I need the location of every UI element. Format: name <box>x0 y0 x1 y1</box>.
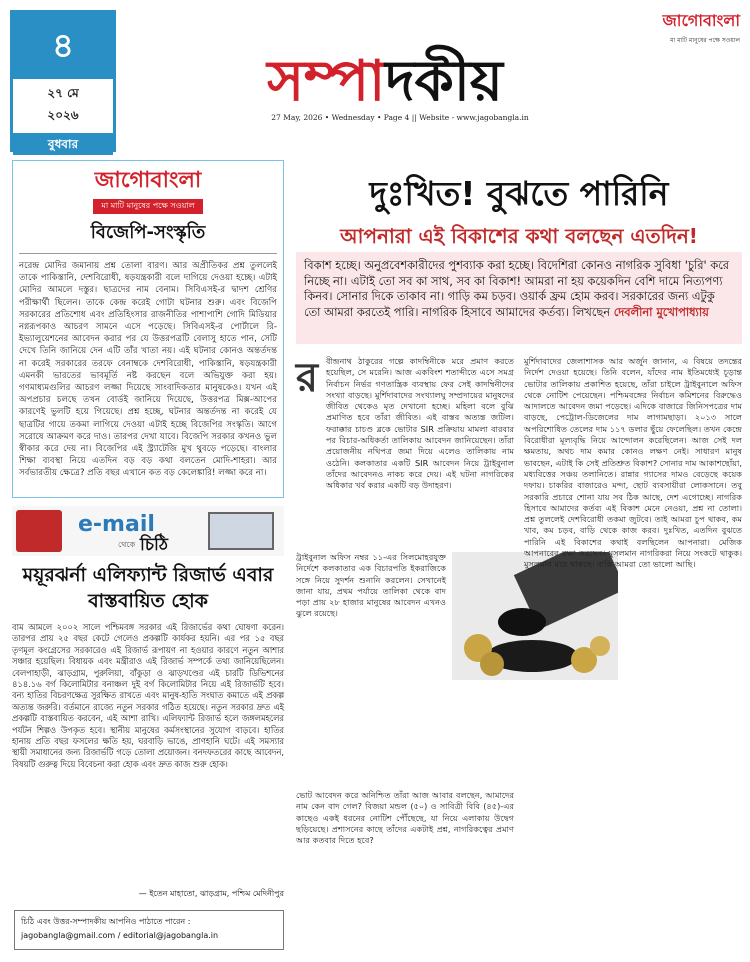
mailbox-icon <box>16 510 62 552</box>
main-subheadline: আপনারা এই বিকাশের কথা বলছেন এতদিন! <box>340 224 698 248</box>
author-name: দেবলীনা মুখোপাধ্যায় <box>613 304 709 319</box>
divider <box>19 253 277 254</box>
dateline: 27 May, 2026 • Wednesday • Page 4 || Website - www.jagobangla.in <box>271 113 529 122</box>
brand-logo-tagline: মা মাটি মানুষের পক্ষে সওয়াল <box>670 37 740 44</box>
editorial-body: নরেন্দ্র মোদির জমানায় প্রশ্ন তোলা বারণ। আর অপ্রীতিকর প্রশ্ন তুললেই তাকে পাকিস্তানি, দেশবিরোধী, ষড়যন্ত্রকারী বলে দাগিয়ে দেওয়া হচ্ছে। এটাই মোদির আমলে দস্তুর। ছাত্রদের নাম বেনাম। সিবিএসই-র দ্বাদশ শ্রেণির পরীক্ষার্থী ছিলেন। তাকে কেন্দ্র করেই গোটা ঘটনার শুরু। এবং বিজেপি সরকারের প্রতিশোধ এবং প্রতিহিংসার রাজনীতির পাশাপাশি গোদি মিডিয়ার নগ্নরূপকাও আচরণ সামনে এসে পড়েছে। সিবিএসই-র পোর্টালে রি-ইভ্যালুয়েশনের আবেদন করার পর যে উত্তরপত্রটি বেলাসু হাতে পান, সেটি দেখে তিনি জানিয়ে দেন এটি তাঁর খাতা নয়। এই ঘটনার কোনও অন্তর্তদন্ত না করেই সরকারের তরফে বেনাম্বকে দেশবিরোধী, পাকিস্তানি, ষড়যন্ত্রকারী এমনকী ভারতের ভাবমূর্তি নষ্ট করছেন বলে অভিযুক্ত করা হয়। গণমাধ্যমগুলির আচরণ লজ্জা দিয়েছে সাংবাদিকতার মানুষকেও। যখন এই অপপ্রচার চলছে তখন বোর্ডই জানিয়ে দিয়েছে, উত্তরপত্র মিক্স-আপের কারণেই ভুলটি হয়ে গিয়েছে। প্রশ্ন হচ্ছে, ঘটনার অন্তর্তদন্ত না করেই যে ছাত্রটির গায়ে তকমা লাগিয়ে দেওয়া এটাই হচ্ছে বিজেপির সংস্কৃতি। আগে সরোষে আক্রমণ করে দাও। তারপর দেখা যাবে। বিজেপি সরকার কখনও ভুল স্বীকার করে দেয় না। বিজেপির এই স্ট্র্যাটেজি মুখ থুবড়ে পড়েছে। বাংলার শিক্ষা ব্যবস্থা নিয়ে এতদিন বড় বড় কথা বলতেন মোদি-শাহরা। আর সর্বভারতীয় ক্ষেত্রে? প্রতি বছর এখানে কত বড় কেলেঙ্কারি! লজ্জা করে না। <box>19 261 277 479</box>
date-year: ২০২৬ <box>47 108 79 122</box>
section-title <box>170 38 600 114</box>
article-intro <box>296 252 742 344</box>
brand-logo-name: জাগোবাংলা <box>662 11 740 30</box>
column-2-text: মুর্শিদাবাদের জেলাশাসক আর অর্জুন জানান, এ বিষয়ে তদন্তের নির্দেশ দেওয়া হয়েছে। তিনি বলেন, যাঁদের নাম ইতিমধ্যেই চূড়ান্ত ভোটার তালিকায় প্রকাশিত হয়েছে, তাঁরা চাইলে ট্রাইবুনালে অফিস থেকে নোটিশ পেয়েছেন। পশ্চিমবঙ্গের নির্বাচন কমিশনের বিরুদ্ধেও আদালতে আবেদন জমা পড়েছে। এদিকে বাজারে জিনিসপত্রের দাম বাড়ছে, পেট্রোল-ডিজেলের দাম লাগামছাড়া। ২০১৩ সালে অপরিশোধিত তেলের দাম ১১৭ ডলার ছুঁয়ে ফেলেছিল। তখন কেন্দ্রে বিরোধীরা মূল্যবৃদ্ধি নিয়ে আন্দোলন করেছিলেন। আজ সেই দল ক্ষমতায়, অথচ দাম কমার কোনও লক্ষণ নেই। সাধারণ মানুষ ভাবছেন, এটাই কি সেই প্রতিশ্রুত বিকাশ? সোনার দাম আকাশছোঁয়া, মধ্যবিত্তের সঞ্চয় তলানিতে। রান্নার গ্যাসের দামও বেড়েছে কয়েক দফায়। চাকরির বাজারেও মন্দা, ছোট ব্যবসায়ীরা লোকসানে। তবু সরকারি প্রচারে শোনা যায় সব ঠিক আছে, দেশ এগোচ্ছে। নাগরিক হিসাবে আমাদের কর্তব্য এই বিকাশ মেনে নেওয়া, প্রশ্ন না তোলা। প্রশ্ন তুললেই দেশবিরোধী তকমা জুটবে। তাই আমরা চুপ থাকব, কম খাব, কম চড়ব, বাড়ি থেকে কাজ করব। দুঃখিত, এতদিন বুঝতে পারিনি এই বিকাশের কথাই বলছিলেন আপনারা। মেজিক আপনারের রক্ষা করছেন। মুসলমান নাগরিকরা নিয়ে সংকটে থাকুক। মুসলমান মাত্র থাকছে। বাকি আমরা তো ভালো আছি। <box>524 356 742 570</box>
column-1-middle-text: ট্রাইবুনাল অফিস নম্বর ১১-এর সিলমোহরযুক্ত নির্দেশে কলকাতার এক বিচারপতি ইকরাজিকে সঙ্গে নিয়ে সুদর্শন শুনানি করলেন। সেখানেই জানা যায়, প্রথম পর্যায়ে তালিকা থেকে বাদ পড়া প্রায় ২৮ হাজার মানুষের আবেদন এখনও ঝুলে রয়েছে। <box>296 552 446 619</box>
section-title-red: সম্পা <box>267 48 386 114</box>
editorial-heading: বিজেপি-সংস্কৃতি <box>90 222 206 243</box>
editorial-logo-name: জাগোবাংলা <box>94 167 202 193</box>
email-letters-banner <box>12 506 284 556</box>
page-number: ৪ <box>13 13 113 79</box>
drop-cap: র <box>296 355 319 401</box>
article-column-1 <box>296 356 514 552</box>
letter-body: বাম আমলে ২০০২ সালে পশ্চিমবঙ্গ সরকার এই রিজার্ভের কথা ঘোষণা করেন। তারপর প্রায় ২৫ বছর কেটে গেলেও প্রকল্পটি কার্যকর হয়নি। এর পর ১৫ বছর তৃণমূল কংগ্রেসের সরকারেও এই রিজার্ভ রূপায়ণ না হওয়ার কারণে নতুন আশার সঞ্চার হয়েছিল। বিধায়ক এবং মন্ত্রীরাও এই রিজার্ভ সম্পর্কে তথ্য জানিয়েছিলেন। বেলপাহাড়ী, ঝাড়গ্রাম, পুরুলিয়া, বাঁকুড়া ও ঝাড়খণ্ডের এই চারটি ডিভিশনের ৪১৪.১৬ বর্গ কিলোমিটার বনাঞ্চল দুই বর্গ কিলোমিটার নিয়ে এই রিজার্ভটি হবে। বন্য হাতির বিচরণক্ষেত্র সুরক্ষিত রাখতে এবং মানুষ-হাতি সংঘাত কমাতে এই প্রকল্প অত্যন্ত জরুরি। বর্তমানে রাজ্যে নতুন সরকার গঠিত হয়েছে। নতুন সরকার দ্রুত এই প্রকল্পটি বাস্তবায়িত করবেন, এই আশা রাখি। এলিফ্যান্ট রিজার্ভ হলে জঙ্গলমহলের পর্যটন শিল্পও উপকৃত হবে। স্থানীয় মানুষের কর্মসংস্থানের সুযোগ বাড়বে। হাতির হানায় প্রতি বছর ফসলের ক্ষতি হয়, ঘরবাড়ি ভাঙে, প্রাণহানি ঘটে। এই সমস্যার স্থায়ী সমাধানের জন্য রিজার্ভটি গড়ে তোলা প্রয়োজন। বনদফতরের কাছে আবেদন, বিষয়টি গুরুত্ব দিয়ে বিবেচনা করা হোক এবং দ্রুত কাজ শুরু হোক। <box>12 622 284 769</box>
section-title-black: দকীয় <box>385 48 503 114</box>
letter-signature: — ইতেন মাহাতো, ঝাড়গ্রাম, পশ্চিম মেদিনীপুর <box>138 889 284 898</box>
contact-line: চিঠি এবং উত্তর-সম্পাদকীয় আপনিও পাঠাতে পারেন : <box>21 917 191 926</box>
page-info-box <box>10 10 116 152</box>
main-headline: দুঃখিত! বুঝতে পারিনি <box>369 174 669 213</box>
brand-logo <box>628 8 740 46</box>
weekday: বুধবার <box>13 133 113 155</box>
email-label: e-mail <box>78 512 155 537</box>
left-editorial-box <box>12 160 284 498</box>
editorial-logo <box>19 167 277 214</box>
article-column-1-middle <box>296 552 446 624</box>
laptop-icon <box>208 512 274 550</box>
article-column-1-bottom <box>296 790 514 850</box>
contact-emails: jagobangla@gmail.com / editorial@jagobangla.in <box>21 931 219 940</box>
editorial-logo-tagline: মা মাটি মানুষের পক্ষে সওয়াল <box>93 199 202 214</box>
letter-label: চিঠি <box>140 535 168 555</box>
letter-title: ময়ূরঝর্না এলিফ্যান্ট রিজার্ভ এবার বাস্তবায়িত হোক <box>22 564 274 612</box>
column-1-text: বীন্দ্রনাথ ঠাকুরের গল্পে কাদম্বিনীকে মরে প্রমাণ করতে হয়েছিল, সে মরেনি। আজ একবিংশ শতাব্দীতে এসে সমগ্র নির্বাচন নির্ভর গণতান্ত্রিক ব্যবস্থায় ফের সেই কাদম্বিনীদের সংখ্যা বাড়ছে। মুর্শিদাবাদের সংখ্যালঘু সম্প্রদায়ের মানুষদের জীবিত থেকেও মৃত দেখানো হচ্ছে। মহিলা বলে বুঝি প্রমাণিত হবে তাঁরা জীবিত। এই বাস্তব অত্যন্ত জটিল। ফরাক্কার চাচণ্ড ব্লকে ভোটার SIR প্রক্রিয়ায় মামলা বারবার পর বিচার-অধিকর্তা তালিকায় আবেদন জানিয়েছেন। তাঁরা প্রয়োজনীয় নথিপত্র জমা দিয়ে এলেও তালিকায় নাম ওঠেনি। কলকাতার একটি SIR আবেদন নিয়ে ট্রাইবুনাল তাঁদের আবেদনও নাকচ করে দেয়। এই ঘটনা নাগরিকের অধিকার খর্ব করার একটি বড় উদাহরণ। <box>326 356 514 491</box>
article-column-2 <box>524 356 742 575</box>
column-1-bottom-text: ভোট আবেদন করে অনিশ্চিত তাঁরা আজ আবার বলছেন, আমাদের নাম কেন বাদ গেল? বিজয়া মন্ডল (৫০) ও সাবিত্রী বিবি (৪৫)-এর কাছেও একই ধরনের নোটিশ পৌঁছেছে, যা নিয়ে এলাকায় উদ্বেগ ছড়িয়েছে। প্রশাসনের কাছে তাঁদের একটাই প্রশ্ন, নাগরিকত্বের প্রমাণ আর কতবার দিতে হবে? <box>296 790 514 846</box>
from-label: থেকে <box>118 540 136 549</box>
intro-text: বিকাশ হচ্ছে। অনুপ্রবেশকারীদের পুশব্যাক করা হচ্ছে। বিদেশিরা কোনও নাগরিক সুবিধা 'চুরি' করে নিচ্ছে না। এটাই তো সব কা সাথ, সব কা বিকাশ! আমরা না হয় কয়েকদিন বেশি দামে নিত্যপণ্য কিনব। সোনার দিকে তাকাব না। গাড়ি কম চড়ব। ওয়ার্ক ফ্রম হোম করব। সরকারের জন্য এটুকু তো আমরা করতেই পারি। নাগরিক হিসাবে আমাদের কর্তব্য। লিখছেন <box>304 258 730 319</box>
contact-box <box>14 910 284 950</box>
date-day-month: ২৭ মে <box>47 86 79 100</box>
